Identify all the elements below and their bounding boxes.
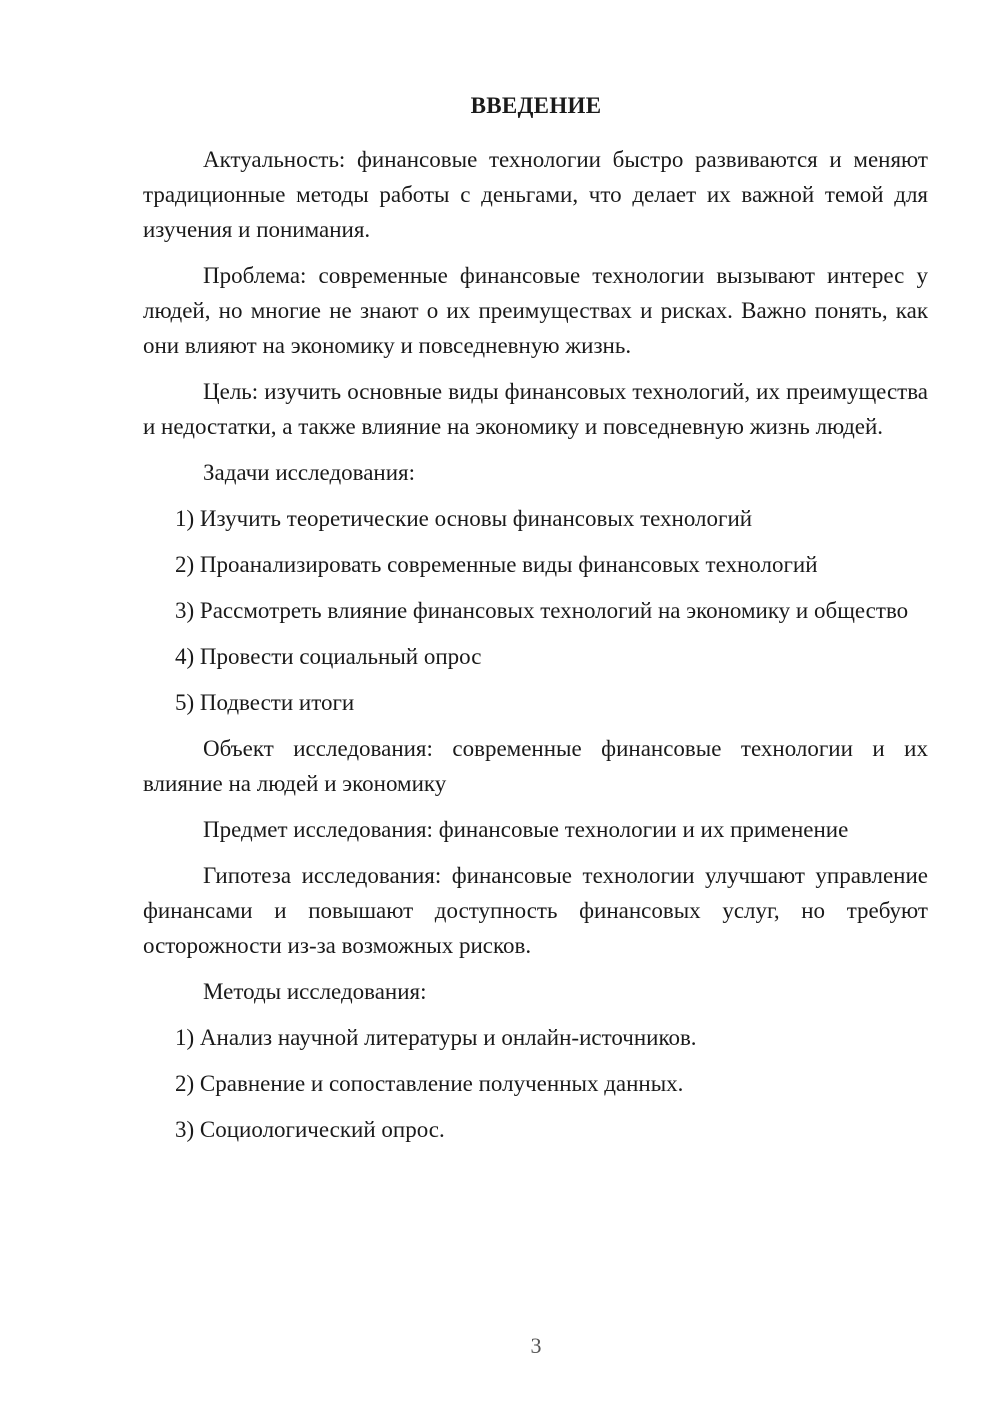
method-item-3: 3) Социологический опрос. [175,1117,445,1142]
task-item-3: 3) Рассмотреть влияние финансовых технологий на экономику и общество [175,598,909,623]
goal-paragraph: Цель: изучить основные виды финансовых технологий, их преимущества и недостатки, а также влияние на экономику и повседневную жизнь людей. [143,379,928,439]
task-item-4: 4) Провести социальный опрос [175,644,482,669]
page-number: 3 [530,1333,542,1358]
hypothesis-paragraph: Гипотеза исследования: финансовые технологии улучшают управление финансами и повышают доступность финансовых услуг, но требуют осторожности из-за возможных рисков. [143,863,928,958]
problem-paragraph: Проблема: современные финансовые технологии вызывают интерес у людей, но многие не знают о их преимуществах и рисках. Важно понять, как они влияют на экономику и повседневную жизнь. [143,263,928,358]
task-item-2: 2) Проанализировать современные виды финансовых технологий [175,552,818,577]
method-item-2: 2) Сравнение и сопоставление полученных данных. [175,1071,684,1096]
subject-paragraph: Предмет исследования: финансовые технологии и их применение [203,817,849,842]
method-item-1: 1) Анализ научной литературы и онлайн-источников. [175,1025,697,1050]
page-title: ВВЕДЕНИЕ [470,93,602,118]
document-body [143,142,928,1158]
relevance-paragraph: Актуальность: финансовые технологии быстро развиваются и меняют традиционные методы работы с деньгами, что делает их важной темой для изучения и понимания. [143,147,928,242]
methods-heading: Методы исследования: [203,979,427,1004]
task-item-5: 5) Подвести итоги [175,690,355,715]
object-paragraph: Объект исследования: современные финансовые технологии и их влияние на людей и экономику [143,736,928,796]
tasks-heading: Задачи исследования: [203,460,416,485]
task-item-1: 1) Изучить теоретические основы финансовых технологий [175,506,753,531]
